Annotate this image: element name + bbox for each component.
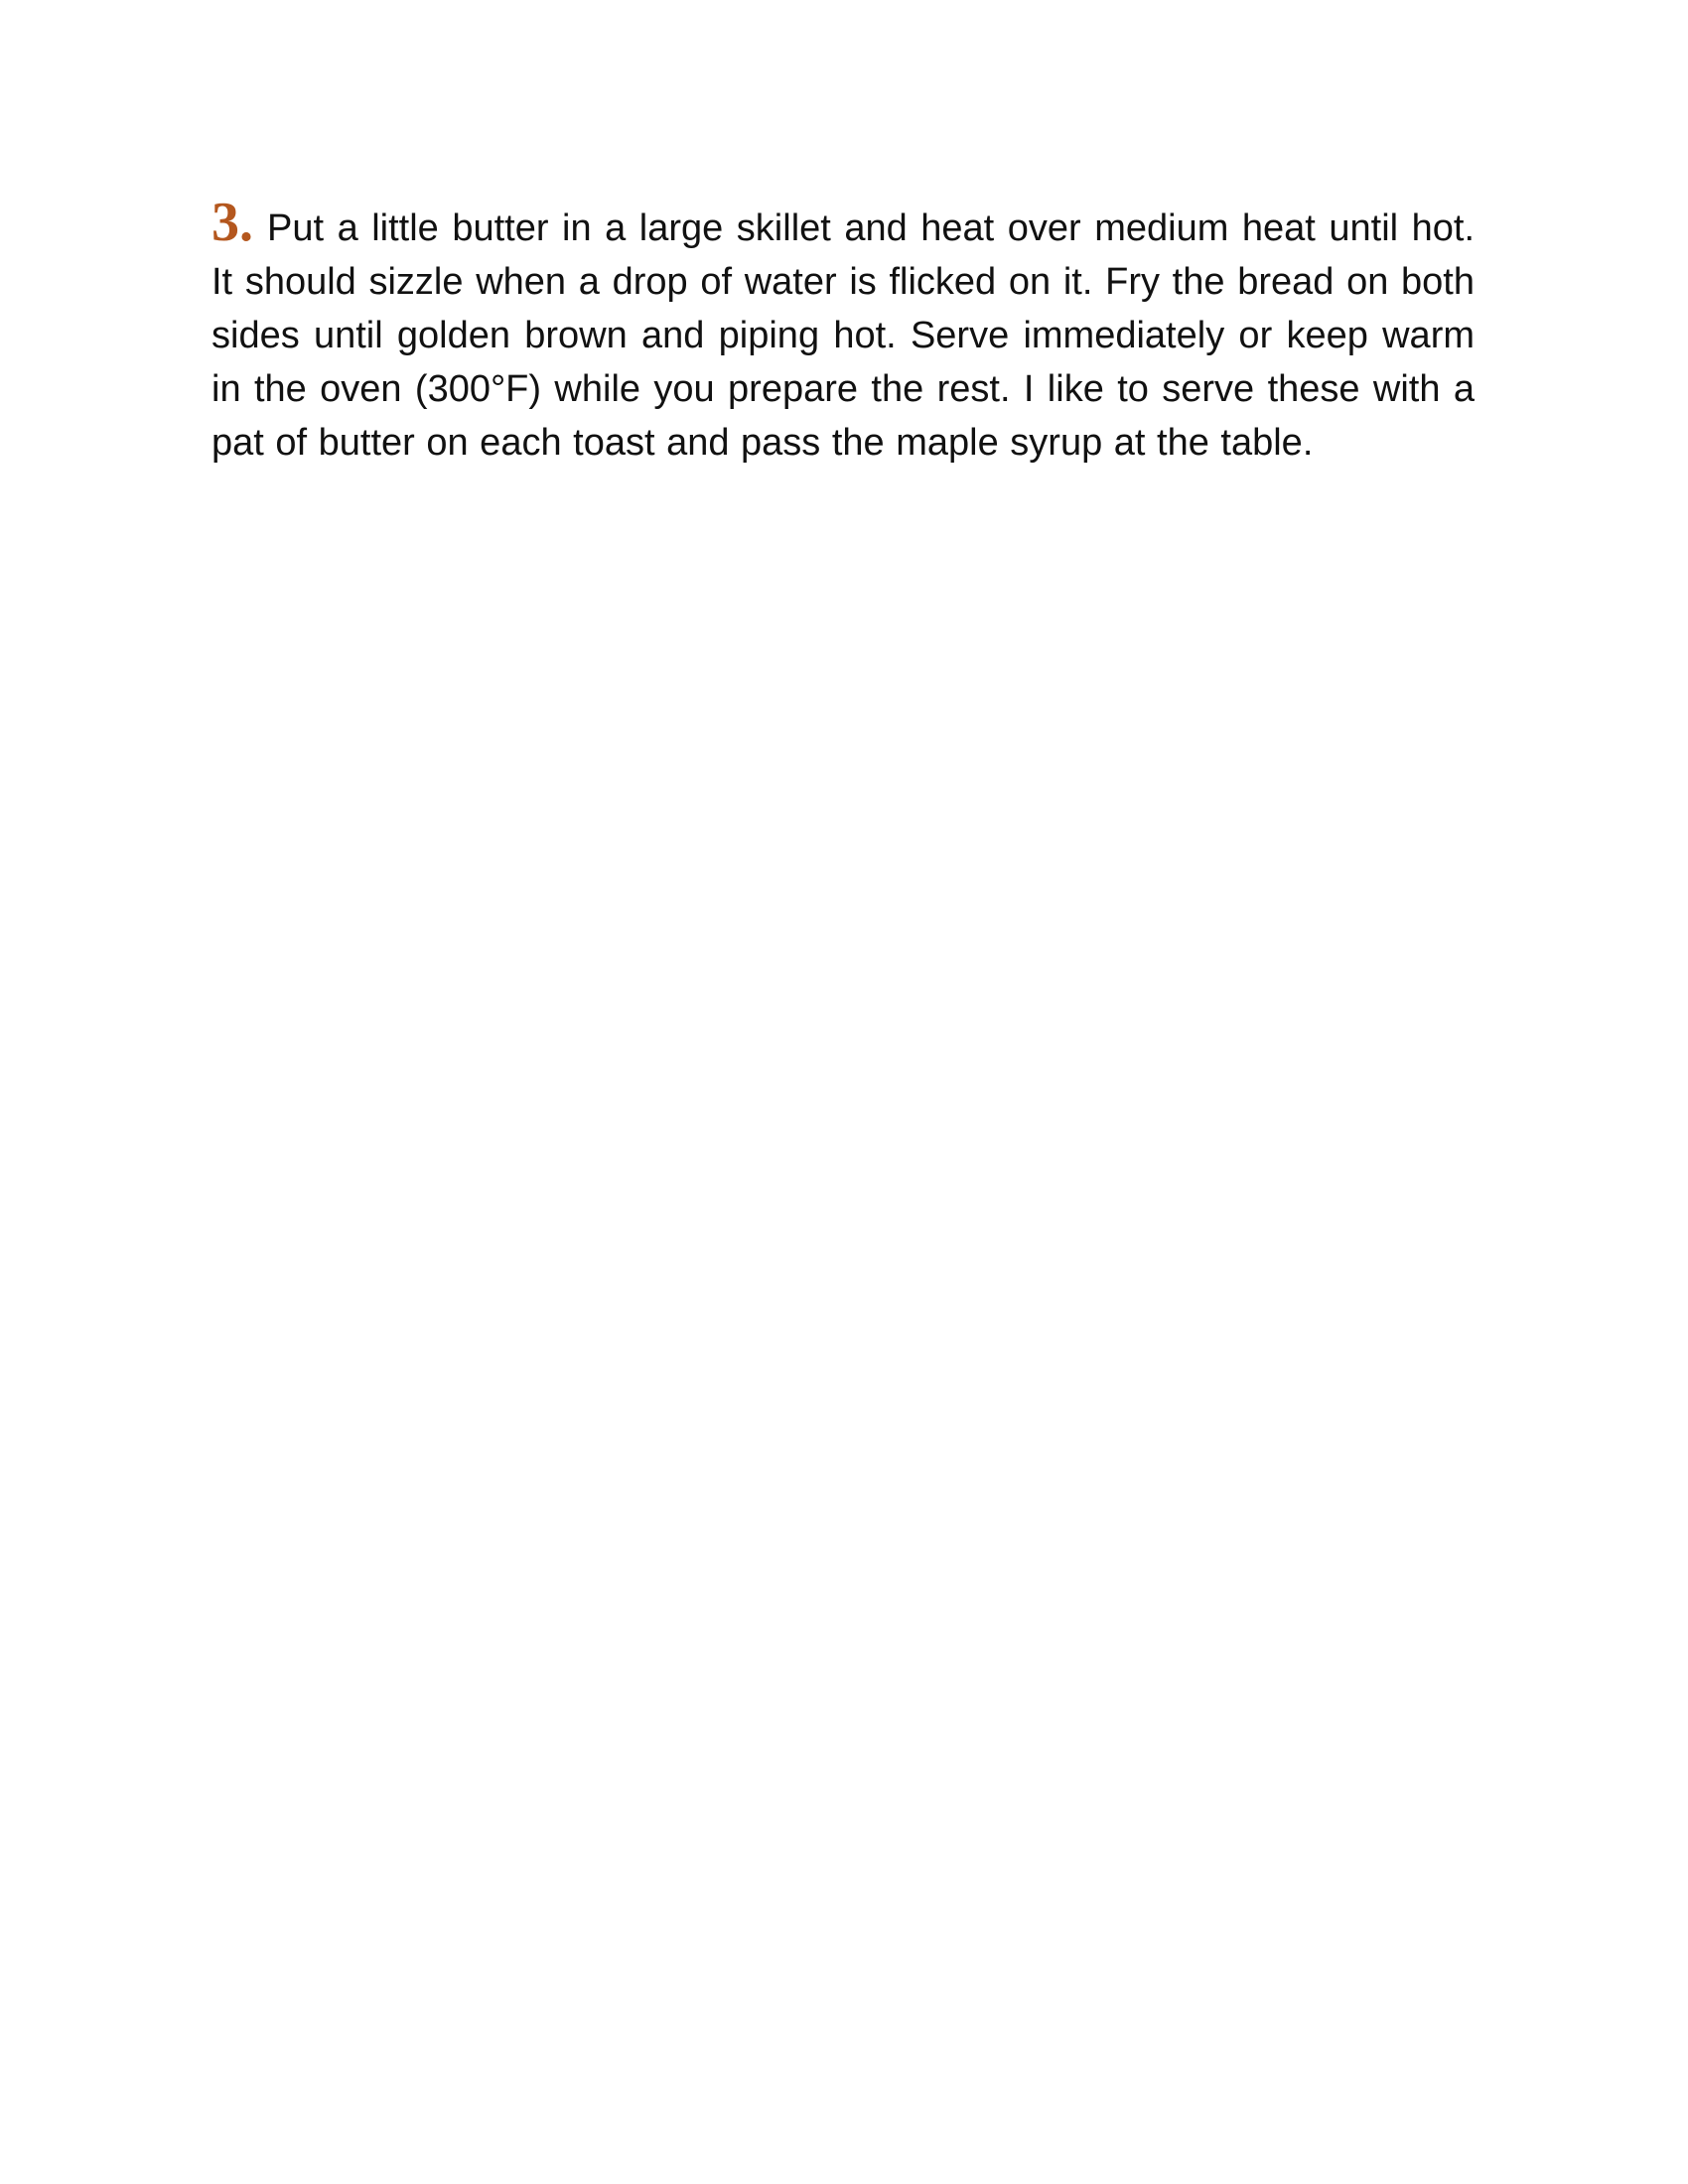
recipe-step [211, 192, 1475, 470]
step-paragraph [211, 192, 1475, 470]
step-text: Put a little butter in a large skillet and heat over medium heat until hot. It should sizzle when a drop of water is flicked on it. Fry the bread on both sides until golden brown and piping hot. Serve immediately or keep warm in the oven (300°F) while you prepare the rest. I like to serve these with a pat of butter on each toast and pass the maple syrup at the table. [211, 207, 1475, 464]
step-number: 3. [211, 192, 253, 253]
